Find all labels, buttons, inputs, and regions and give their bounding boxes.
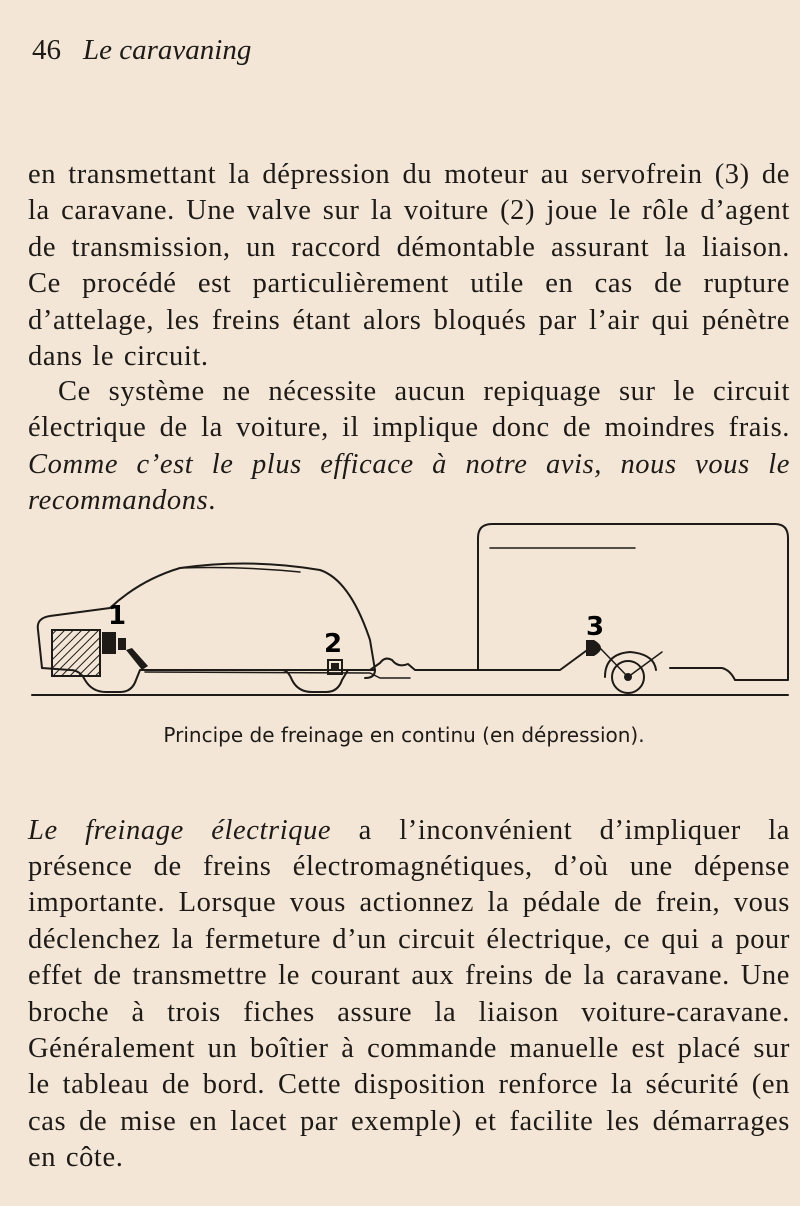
paragraph-1: en transmettant la dépression du moteur au servofrein (3) de la caravane. Une valve sur la voiture (2) joue le rôle d’agent de transmission, un raccord démontable assurant la liaison. Ce procédé est particulièrement utile en cas de rupture d’attelage, les freins étant alors bloqués par l’air qui pénètre dans le circuit. bbox=[28, 158, 790, 373]
callout-1: 1 bbox=[108, 601, 127, 631]
paragraph-3-text: a l’inconvénient d’impliquer la présence de freins électromagnétiques, d’où une dépense importante. Lorsque vous actionnez la pédale de frein, vous déclenchez la fermeture d’un circuit électrique, ce qui a pour effet de transmettre le courant aux freins de la caravane. Une broche à trois fiches assure la liaison voiture-caravane. Généralement un boîtier à commande manuelle est placé sur le tableau de bord. Cette disposition renforce la sécurité (en cas de mise en lacet par exemple) et facilite les démarrages en côte. bbox=[28, 814, 790, 1174]
callout-3: 3 bbox=[586, 612, 605, 642]
fitting-1 bbox=[102, 632, 148, 670]
page-number: 46 bbox=[32, 34, 61, 66]
engine-block bbox=[52, 630, 100, 676]
paragraph-2 bbox=[28, 374, 790, 520]
brake-diagram-svg bbox=[30, 520, 790, 710]
running-head bbox=[32, 30, 251, 70]
brake-diagram bbox=[30, 520, 790, 710]
paragraph-3-italic: Le freinage électrique bbox=[28, 814, 332, 846]
servo-3 bbox=[586, 640, 601, 656]
valve-2 bbox=[328, 660, 342, 674]
callout-2: 2 bbox=[324, 629, 343, 659]
paragraph-2-text: Ce système ne nécessite aucun repiquage sur le circuit électrique de la voiture, il implique donc de moindres frais. bbox=[28, 375, 790, 444]
paragraph-3 bbox=[28, 813, 790, 1177]
paragraph-2-end: . bbox=[208, 485, 217, 517]
vacuum-line bbox=[145, 648, 590, 670]
paragraph-2-italic: Comme c’est le plus efficace à notre avis, nous vous le recommandons bbox=[28, 448, 790, 517]
running-title: Le caravaning bbox=[83, 34, 252, 66]
figure-caption: Principe de freinage en continu (en dépression). bbox=[163, 723, 645, 747]
car-window bbox=[180, 568, 300, 573]
